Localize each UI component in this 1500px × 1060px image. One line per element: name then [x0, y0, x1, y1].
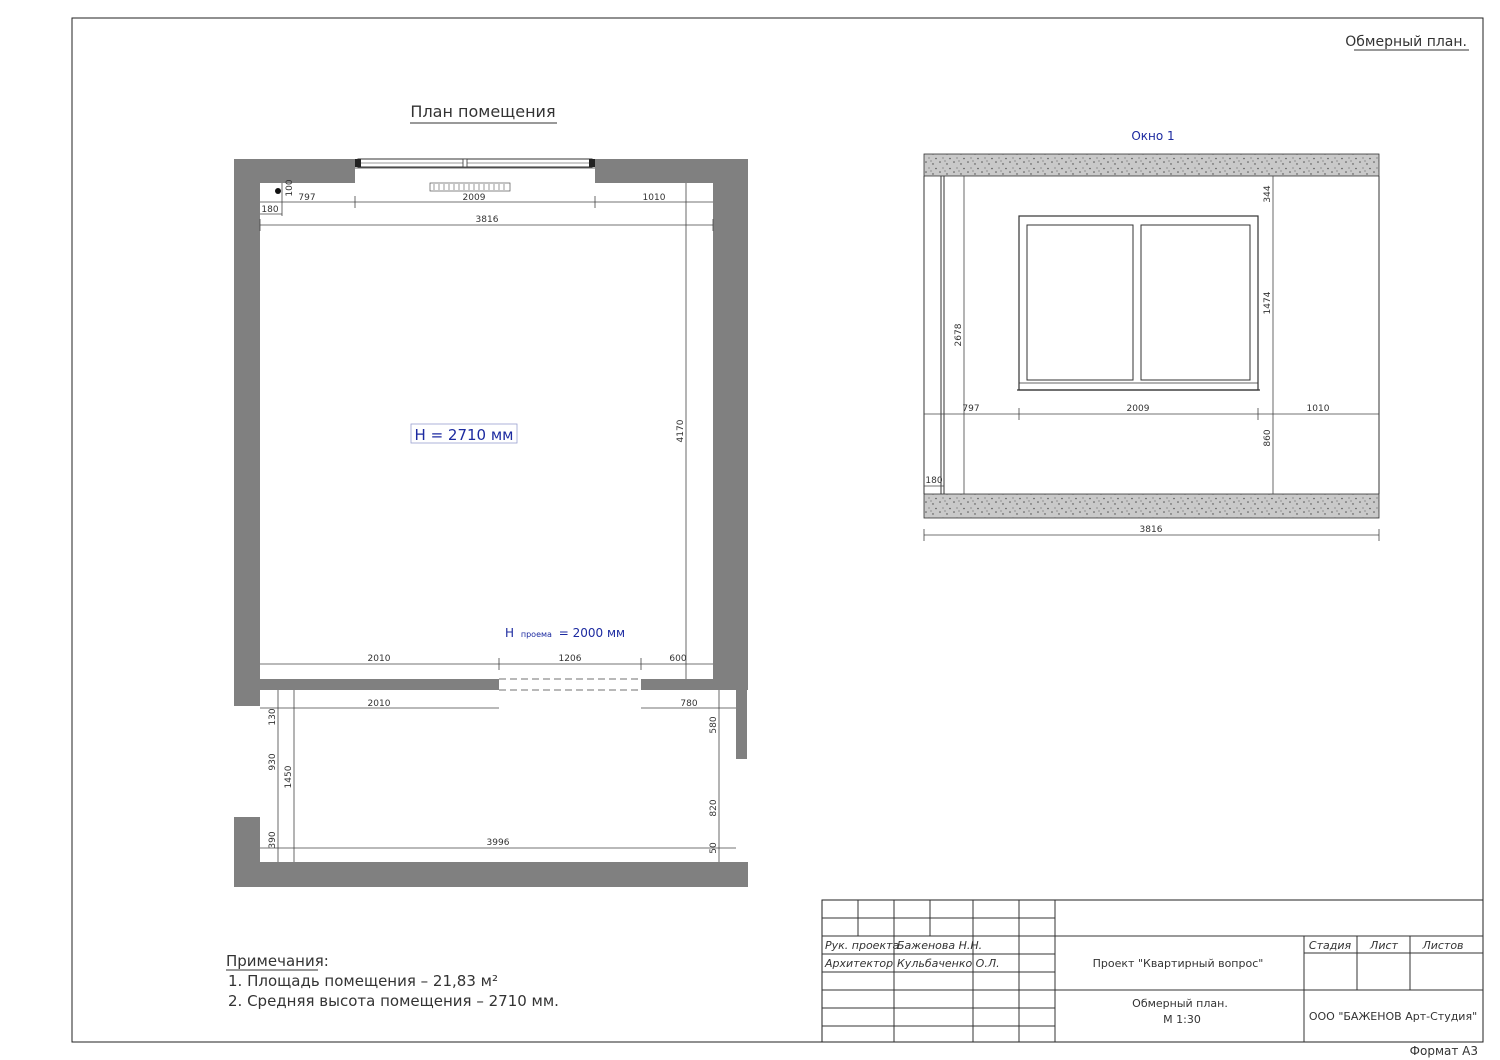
dim-600: 600	[669, 654, 687, 664]
elev-dim-797: 797	[962, 404, 980, 414]
dim-930: 930	[268, 753, 278, 771]
stamp-name-2: Кульбаченко О.Л.	[897, 957, 1000, 970]
plan-title: План помещения	[410, 102, 556, 121]
elev-dim-2678: 2678	[954, 323, 964, 347]
dim-2010-upper: 2010	[367, 654, 391, 664]
stamp-project: Проект "Квартирный вопрос"	[1092, 957, 1264, 970]
stamp-role-1: Рук. проекта	[825, 939, 900, 952]
dim-50: 50	[709, 842, 719, 854]
dim-180: 180	[261, 205, 279, 215]
stamp-col-sheets: Листов	[1422, 939, 1464, 952]
pipe-marker	[275, 188, 281, 194]
dim-1206: 1206	[558, 654, 582, 664]
dim-2010-lower: 2010	[367, 699, 391, 709]
elev-dim-860: 860	[1263, 429, 1273, 447]
dim-1010: 1010	[642, 193, 666, 203]
elev-dim-1010: 1010	[1306, 404, 1330, 414]
dim-797: 797	[298, 193, 316, 203]
title-block	[822, 900, 1483, 1042]
sheet-format: Формат А3	[1409, 1044, 1478, 1058]
wall-right	[713, 159, 748, 690]
elev-dim-344: 344	[1263, 185, 1273, 203]
wall-mid-left	[260, 679, 499, 690]
room-plan	[234, 102, 748, 887]
stamp-name-1: Баженова Н.Н.	[897, 939, 983, 952]
stamp-col-stage: Стадия	[1308, 939, 1352, 952]
dim-3996: 3996	[486, 838, 510, 848]
dim-580: 580	[709, 716, 719, 734]
wall-lower-left	[234, 817, 260, 887]
room-height-label: H = 2710 мм	[414, 426, 514, 444]
wall-bottom	[260, 862, 748, 887]
stamp-company: ООО "БАЖЕНОВ Арт-Студия"	[1308, 1010, 1478, 1023]
dim-3816: 3816	[475, 215, 499, 225]
wall-right-stub	[736, 690, 747, 759]
dim-100: 100	[285, 179, 295, 197]
window-opening	[355, 159, 595, 183]
dim-1450: 1450	[284, 765, 294, 789]
dim-780: 780	[680, 699, 698, 709]
stamp-col-sheet: Лист	[1370, 939, 1398, 952]
note-item-2: 2. Средняя высота помещения – 2710 мм.	[228, 992, 559, 1010]
window-elevation	[924, 129, 1379, 541]
stamp-scale: М 1:30	[1163, 1013, 1201, 1026]
elevation-title: Окно 1	[1131, 129, 1175, 143]
wall-left	[234, 159, 260, 706]
notes	[226, 952, 559, 1010]
floor-slab	[924, 494, 1379, 518]
ceiling-slab	[924, 154, 1379, 176]
door-opening	[499, 679, 641, 690]
opening-height-label: H проема = 2000 мм	[505, 626, 626, 640]
notes-heading: Примечания:	[226, 952, 329, 970]
elev-dim-2009: 2009	[1126, 404, 1150, 414]
radiator	[430, 183, 510, 191]
dim-4170: 4170	[676, 419, 686, 443]
elev-dim-3816: 3816	[1139, 525, 1163, 535]
note-item-1: 1. Площадь помещения – 21,83 м²	[228, 972, 498, 990]
dim-2009: 2009	[462, 193, 486, 203]
elev-dim-180: 180	[925, 476, 943, 486]
sheet-title: Обмерный план.	[1345, 34, 1467, 50]
stamp-role-2: Архитектор	[825, 957, 894, 970]
elev-dim-1474: 1474	[1263, 291, 1273, 315]
window-frame	[1017, 216, 1260, 390]
dim-390: 390	[268, 831, 278, 849]
dim-130: 130	[268, 708, 278, 726]
wall-mid-right	[641, 679, 713, 690]
dim-820: 820	[709, 799, 719, 817]
stamp-sheet-name: Обмерный план.	[1132, 997, 1228, 1010]
